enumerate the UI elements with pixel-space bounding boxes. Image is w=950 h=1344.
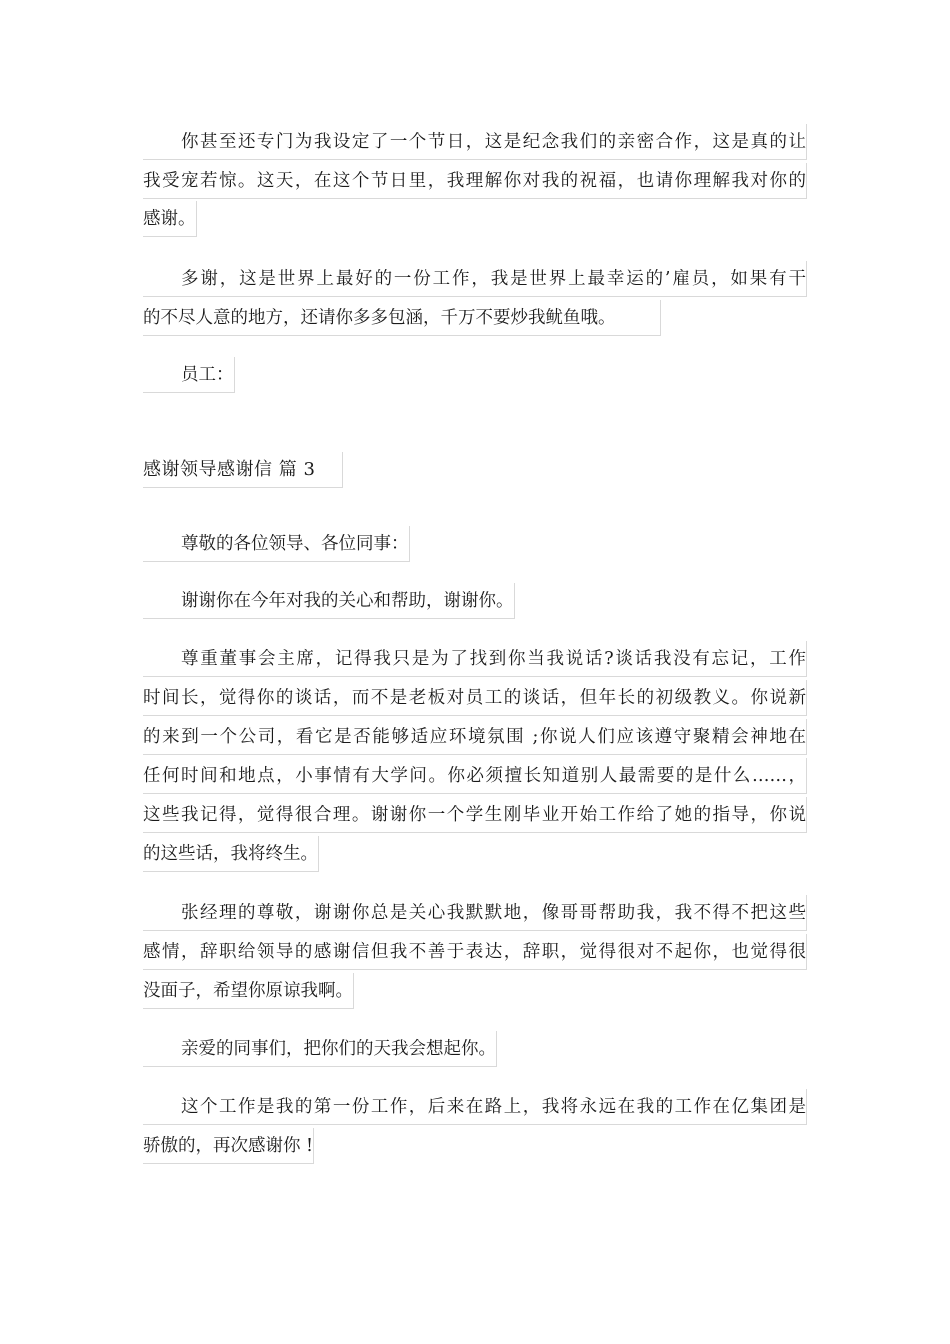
paragraph-line: 这个工作是我的第一份工作，后来在路上，我将永远在我的工作在亿集团是 [143, 1089, 807, 1125]
paragraph-line: 没面子，希望你原谅我啊。 [143, 973, 354, 1009]
paragraph-line: 尊重董事会主席，记得我只是为了找到你当我说话?谈话我没有忘记，工作 [143, 641, 807, 677]
paragraph-line: 张经理的尊敬，谢谢你总是关心我默默地，像哥哥帮助我，我不得不把这些 [143, 895, 807, 931]
paragraph-line: 感情，辞职给领导的感谢信但我不善于表达，辞职，觉得很对不起你，也觉得很 [143, 934, 807, 970]
paragraph-line: 多谢，这是世界上最好的一份工作，我是世界上最幸运的’雇员，如果有干 [143, 261, 807, 297]
paragraph-line: 的这些话，我将终生。 [143, 836, 319, 872]
paragraph-line: 感谢。 [143, 201, 197, 237]
paragraph-line: 这些我记得，觉得很合理。谢谢你一个学生刚毕业开始工作给了她的指导，你说 [143, 797, 807, 833]
paragraph-line: 我受宠若惊。这天，在这个节日里，我理解你对我的祝福，也请你理解我对你的 [143, 163, 807, 199]
paragraph-line: 你甚至还专门为我设定了一个节日，这是纪念我们的亲密合作，这是真的让 [143, 124, 807, 160]
paragraph-line: 的不尽人意的地方，还请你多多包涵，千万不要炒我鱿鱼哦。 [143, 300, 661, 336]
paragraph-line: 的来到一个公司，看它是否能够适应环境氛围 ;你说人们应该遵守聚精会神地在 [143, 719, 807, 755]
paragraph-line: 时间长，觉得你的谈话，而不是老板对员工的谈话，但年长的初级教义。你说新 [143, 680, 807, 716]
section-heading: 感谢领导感谢信 篇 3 [143, 452, 343, 488]
signature-line: 员工： [143, 357, 235, 393]
salutation-line: 尊敬的各位领导、各位同事： [143, 526, 410, 562]
paragraph-line: 亲爱的同事们，把你们的天我会想起你。 [143, 1031, 497, 1067]
paragraph-line: 骄傲的，再次感谢你 ! [143, 1128, 314, 1164]
paragraph-line: 谢谢你在今年对我的关心和帮助，谢谢你。 [143, 583, 515, 619]
paragraph-line: 任何时间和地点，小事情有大学问。你必须擅长知道别人最需要的是什么……， [143, 758, 807, 794]
